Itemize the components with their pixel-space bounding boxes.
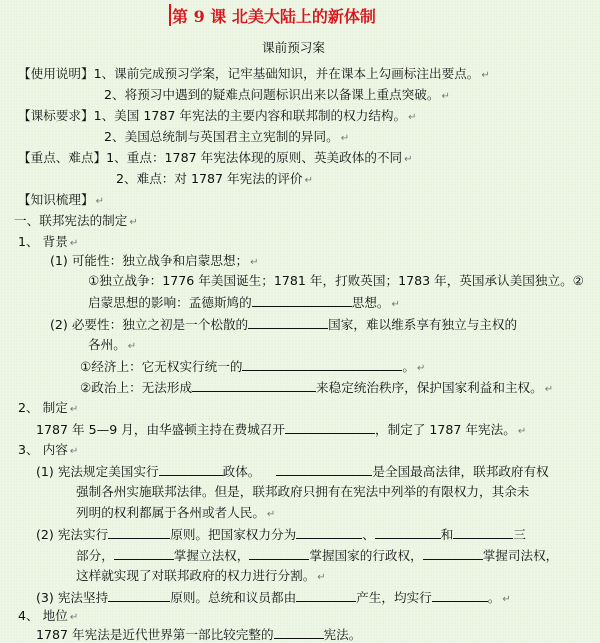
background-text: 1、 背景: [18, 234, 68, 249]
content-3-text-b: 原则。总统和议员都由: [170, 590, 297, 605]
keypoints-label: 【重点、难点】: [18, 150, 107, 165]
keypoints-line-2: [116, 171, 313, 189]
usage-line-2: [104, 87, 450, 105]
content-1-text-e: 列明的权利都属于各州或者人民。: [76, 505, 265, 520]
blank-democracy[interactable]: [108, 589, 170, 602]
blank-principle[interactable]: [108, 526, 170, 539]
return-icon: ↵: [317, 572, 326, 583]
content-2-text-c: 、: [362, 527, 375, 542]
return-icon: ↵: [340, 133, 350, 144]
section-1-text: 一、联邦宪法的制定: [14, 213, 128, 228]
content-2-text-d: 和: [440, 527, 454, 542]
possibility-text: (1) 可能性：独立战争和启蒙思想；: [50, 253, 249, 268]
blank-power-3[interactable]: [453, 526, 513, 539]
keypoints-item-1: 1、重点：1787 年宪法体现的原则、英美政体的不同: [106, 150, 403, 165]
enact-text-b: ，制定了 1787 年宪法。: [375, 422, 516, 437]
enact-line: [36, 421, 526, 440]
content-1-line-2: [76, 484, 529, 500]
necessity-line: [50, 316, 517, 333]
blank-economy[interactable]: [242, 358, 402, 371]
status-text-b: 宪法。: [323, 627, 362, 642]
return-icon: ↵: [391, 299, 400, 310]
section-1-heading: [14, 213, 138, 231]
economy-text-b: 。: [402, 359, 416, 374]
economy-line: [80, 358, 425, 377]
content-2-text-i: 掌握司法权，: [482, 548, 559, 563]
politics-text-b: 来稳定统治秩序，保护国家利益和主权。: [316, 380, 543, 395]
blank-power-1[interactable]: [296, 526, 362, 539]
enact-text-a: 1787 年 5—9 月，由华盛顿主持在费城召开: [36, 422, 285, 437]
usage-item-1: 1、课前完成预习学案，记牢基础知识，并在课本上勾画标注出要点。: [93, 66, 480, 81]
content-1-line-3: [76, 505, 275, 523]
knowledge-label-text: 【知识梳理】: [18, 192, 94, 207]
status-heading: [18, 608, 78, 626]
knowledge-label: [18, 192, 104, 210]
content-2-text-a: (2) 宪法实行: [36, 527, 109, 542]
possibility-detail-1: [88, 273, 584, 289]
return-icon: ↵: [544, 384, 554, 395]
content-1-text-c: 是全国最高法律，联邦政府有权: [372, 464, 549, 479]
blank-confederation[interactable]: [248, 316, 328, 329]
return-icon: ↵: [408, 112, 417, 123]
blank-convention[interactable]: [285, 421, 375, 434]
return-icon: ↵: [95, 196, 104, 207]
lesson-title: 第 9 课 北美大陆上的新体制: [160, 4, 376, 27]
return-icon: ↵: [304, 175, 313, 186]
subtitle: 课前预习案: [262, 40, 325, 55]
politics-line: [80, 379, 553, 398]
blank-judicial[interactable]: [423, 547, 483, 560]
requirements-line-2: [104, 129, 349, 147]
content-1-line: [36, 463, 549, 480]
necessity-line-2: [88, 337, 136, 355]
content-2-text-f: 部分，: [76, 548, 114, 563]
possibility-detail-2: [88, 294, 400, 313]
content-2-text-b: 原则。把国家权力分为: [170, 527, 297, 542]
necessity-text-c: 各州。: [88, 337, 126, 352]
return-icon: ↵: [129, 217, 138, 228]
blank-legislative[interactable]: [114, 547, 174, 560]
necessity-text-a: (2) 必要性：独立之初是一个松散的: [50, 317, 249, 332]
content-2-line: [36, 526, 526, 543]
return-icon: ↵: [250, 257, 259, 268]
possibility-detail-1-text: ①独立战争：1776 年美国诞生；1781 年，打败英国；1783 年，英国承认美国独立。②: [88, 273, 584, 288]
content-3-line: [36, 589, 511, 608]
blank-written[interactable]: [274, 626, 324, 639]
blank-executive[interactable]: [249, 547, 309, 560]
possibility-detail-2-text-b: 思想。: [351, 295, 390, 310]
content-3-text-c: 产生，均实行: [356, 590, 432, 605]
economy-text-a: ①经济上：它无权实行统一的: [80, 359, 243, 374]
return-icon: ↵: [441, 91, 450, 102]
return-icon: ↵: [266, 509, 276, 520]
content-2-text-h: 掌握国家的行政权，: [309, 548, 423, 563]
return-icon: ↵: [481, 70, 490, 81]
requirements-line-1: [18, 108, 417, 126]
content-1-text-b: 政体。: [222, 464, 261, 479]
content-3-text-d: 。: [487, 590, 501, 605]
requirements-item-2: 2、美国总统制与英国君主立宪制的异同。: [104, 129, 339, 144]
content-2-line-2: [76, 547, 558, 564]
return-icon: ↵: [417, 363, 426, 374]
content-2-text-j: 这样就实现了对联邦政府的权力进行分割。: [76, 568, 316, 583]
status-line: [36, 626, 361, 643]
content-1-text-a: (1) 宪法规定美国实行: [36, 464, 159, 479]
status-text-a: 1787 年宪法是近代世界第一部比较完整的: [36, 627, 274, 642]
possibility-detail-2-text-a: 启蒙思想的影响：孟德斯鸠的: [88, 295, 252, 310]
return-icon: ↵: [517, 426, 527, 437]
content-2-text-g: 掌握立法权，: [173, 548, 250, 563]
content-1-text-d: 强制各州实施联邦法律。但是，联邦政府只拥有在宪法中列举的有限权力，其余未: [76, 484, 530, 499]
requirements-label: 【课标要求】: [18, 108, 94, 123]
blank-regime[interactable]: [159, 463, 223, 476]
return-icon: ↵: [69, 612, 79, 623]
return-icon: ↵: [69, 404, 79, 415]
content-3-text-a: (3) 宪法坚持: [36, 590, 109, 605]
usage-line-1: [18, 66, 490, 84]
content-heading: [18, 442, 78, 460]
blank-montesquieu[interactable]: [252, 294, 352, 307]
background-heading: [18, 234, 78, 252]
blank-supreme-law[interactable]: [276, 463, 372, 476]
enact-heading: [18, 400, 78, 418]
return-icon: ↵: [404, 154, 413, 165]
blank-power-2[interactable]: [375, 526, 441, 539]
content-2-line-3: [76, 568, 326, 586]
possibility-line: [50, 253, 259, 271]
politics-text-a: ②政治上：无法形成: [80, 380, 193, 395]
keypoints-item-2: 2、难点：对 1787 年宪法的评价: [116, 171, 303, 186]
blank-election[interactable]: [296, 589, 356, 602]
content-2-text-e: 三: [513, 527, 526, 542]
requirements-item-1: 1、美国 1787 年宪法的主要内容和联邦制的权力结构。: [93, 108, 407, 123]
necessity-text-b: 国家，难以维系享有独立与主权的: [328, 317, 518, 332]
status-text: 4、 地位: [18, 608, 68, 623]
return-icon: ↵: [69, 446, 79, 457]
usage-label: 【使用说明】: [18, 66, 94, 81]
return-icon: ↵: [127, 341, 137, 352]
blank-politics[interactable]: [192, 379, 316, 392]
content-text: 3、 内容: [18, 442, 68, 457]
return-icon: ↵: [502, 594, 511, 605]
keypoints-line-1: [18, 150, 413, 168]
usage-item-2: 2、将预习中遇到的疑难点问题标识出来以备课上重点突破。: [104, 87, 440, 102]
blank-term[interactable]: [432, 589, 488, 602]
return-icon: ↵: [69, 238, 79, 249]
enact-text: 2、 制定: [18, 400, 68, 415]
